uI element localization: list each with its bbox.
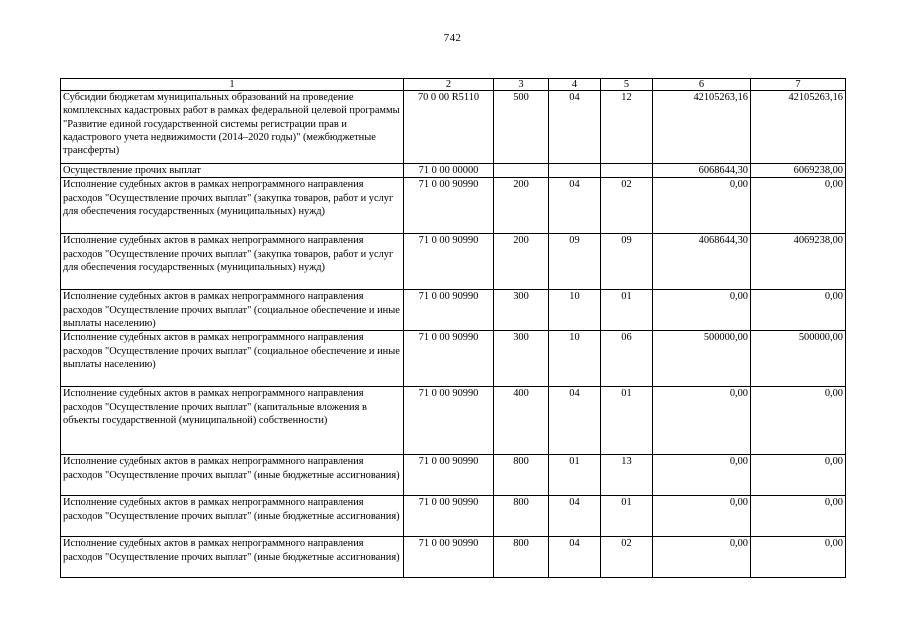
row-col5: [601, 164, 653, 178]
row-value-7: 4069238,00: [751, 234, 846, 290]
row-value-6: 6068644,30: [653, 164, 751, 178]
row-value-6: 0,00: [653, 387, 751, 455]
row-value-7: 500000,00: [751, 331, 846, 387]
table-row: [61, 496, 846, 537]
row-col4: 10: [549, 331, 601, 387]
header-cell-3: 3: [494, 79, 549, 91]
row-col4: 04: [549, 537, 601, 578]
row-code: 71 0 00 90990: [404, 496, 494, 537]
row-code: 71 0 00 90990: [404, 455, 494, 496]
row-col5: 09: [601, 234, 653, 290]
row-col3: 800: [494, 537, 549, 578]
row-col4: 10: [549, 290, 601, 331]
row-description: Исполнение судебных актов в рамках непрограммного направления расходов "Осуществление прочих выплат" (закупка товаров, работ и услуг для обеспечения государственных (муниципальных) нужд): [61, 234, 404, 290]
row-col4: 04: [549, 496, 601, 537]
row-col5: 01: [601, 496, 653, 537]
row-value-7: 0,00: [751, 290, 846, 331]
row-value-7: 0,00: [751, 537, 846, 578]
header-cell-6: 6: [653, 79, 751, 91]
row-value-6: 0,00: [653, 455, 751, 496]
row-col5: 06: [601, 331, 653, 387]
row-code: 71 0 00 90990: [404, 290, 494, 331]
row-col3: 400: [494, 387, 549, 455]
row-code: 71 0 00 90990: [404, 387, 494, 455]
row-description: Исполнение судебных актов в рамках непрограммного направления расходов "Осуществление прочих выплат" (закупка товаров, работ и услуг для обеспечения государственных (муниципальных) нужд): [61, 178, 404, 234]
row-value-7: 0,00: [751, 455, 846, 496]
row-code: 70 0 00 R5110: [404, 91, 494, 164]
row-value-6: 0,00: [653, 496, 751, 537]
row-description: Исполнение судебных актов в рамках непрограммного направления расходов "Осуществление прочих выплат" (иные бюджетные ассигнования): [61, 496, 404, 537]
row-value-7: 42105263,16: [751, 91, 846, 164]
header-cell-2: 2: [404, 79, 494, 91]
row-col5: 02: [601, 178, 653, 234]
row-value-7: 0,00: [751, 387, 846, 455]
row-description: Исполнение судебных актов в рамках непрограммного направления расходов "Осуществление прочих выплат" (иные бюджетные ассигнования): [61, 537, 404, 578]
row-value-6: 500000,00: [653, 331, 751, 387]
row-col3: 300: [494, 290, 549, 331]
row-col3: 800: [494, 496, 549, 537]
row-col3: 500: [494, 91, 549, 164]
row-value-6: 0,00: [653, 178, 751, 234]
row-value-7: 6069238,00: [751, 164, 846, 178]
row-col4: 04: [549, 387, 601, 455]
row-description: Исполнение судебных актов в рамках непрограммного направления расходов "Осуществление прочих выплат" (социальное обеспечение и иные выплаты населению): [61, 331, 404, 387]
table-row: [61, 178, 846, 234]
row-code: 71 0 00 00000: [404, 164, 494, 178]
table-row: [61, 164, 846, 178]
row-description: Исполнение судебных актов в рамках непрограммного направления расходов "Осуществление прочих выплат" (социальное обеспечение и иные выплаты населению): [61, 290, 404, 331]
row-description: Субсидии бюджетам муниципальных образований на проведение комплексных кадастровых работ в рамках федеральной целевой программы "Развитие единой государственной системы регистрации прав и кадастрового учета недвижимости (2014–2020 годы)" (межбюджетные трансферты): [61, 91, 404, 164]
header-cell-4: 4: [549, 79, 601, 91]
page-number: 742: [443, 32, 462, 44]
table-row: [61, 290, 846, 331]
row-col3: 200: [494, 234, 549, 290]
table-row: [61, 331, 846, 387]
row-col3: 800: [494, 455, 549, 496]
budget-table: [60, 78, 846, 578]
row-col4: 01: [549, 455, 601, 496]
row-code: 71 0 00 90990: [404, 537, 494, 578]
table-row: [61, 91, 846, 164]
row-description: Осуществление прочих выплат: [61, 164, 404, 178]
row-col5: 01: [601, 290, 653, 331]
header-row: [61, 79, 846, 91]
row-col5: 13: [601, 455, 653, 496]
row-col4: 04: [549, 178, 601, 234]
row-col3: 300: [494, 331, 549, 387]
header-cell-5: 5: [601, 79, 653, 91]
row-col4: 04: [549, 91, 601, 164]
header-cell-1: 1: [61, 79, 404, 91]
row-value-6: 0,00: [653, 537, 751, 578]
row-description: Исполнение судебных актов в рамках непрограммного направления расходов "Осуществление прочих выплат" (иные бюджетные ассигнования): [61, 455, 404, 496]
row-description: Исполнение судебных актов в рамках непрограммного направления расходов "Осуществление прочих выплат" (капитальные вложения в объекты государственной (муниципальной) собственности): [61, 387, 404, 455]
table-row: [61, 387, 846, 455]
row-value-6: 0,00: [653, 290, 751, 331]
table-row: [61, 537, 846, 578]
row-value-6: 42105263,16: [653, 91, 751, 164]
row-code: 71 0 00 90990: [404, 178, 494, 234]
row-col4: 09: [549, 234, 601, 290]
row-col3: [494, 164, 549, 178]
row-value-7: 0,00: [751, 178, 846, 234]
row-col5: 02: [601, 537, 653, 578]
row-value-7: 0,00: [751, 496, 846, 537]
row-col5: 12: [601, 91, 653, 164]
row-col5: 01: [601, 387, 653, 455]
header-cell-7: 7: [751, 79, 846, 91]
table-row: [61, 455, 846, 496]
row-value-6: 4068644,30: [653, 234, 751, 290]
table-row: [61, 234, 846, 290]
row-col4: [549, 164, 601, 178]
row-code: 71 0 00 90990: [404, 331, 494, 387]
row-col3: 200: [494, 178, 549, 234]
row-code: 71 0 00 90990: [404, 234, 494, 290]
